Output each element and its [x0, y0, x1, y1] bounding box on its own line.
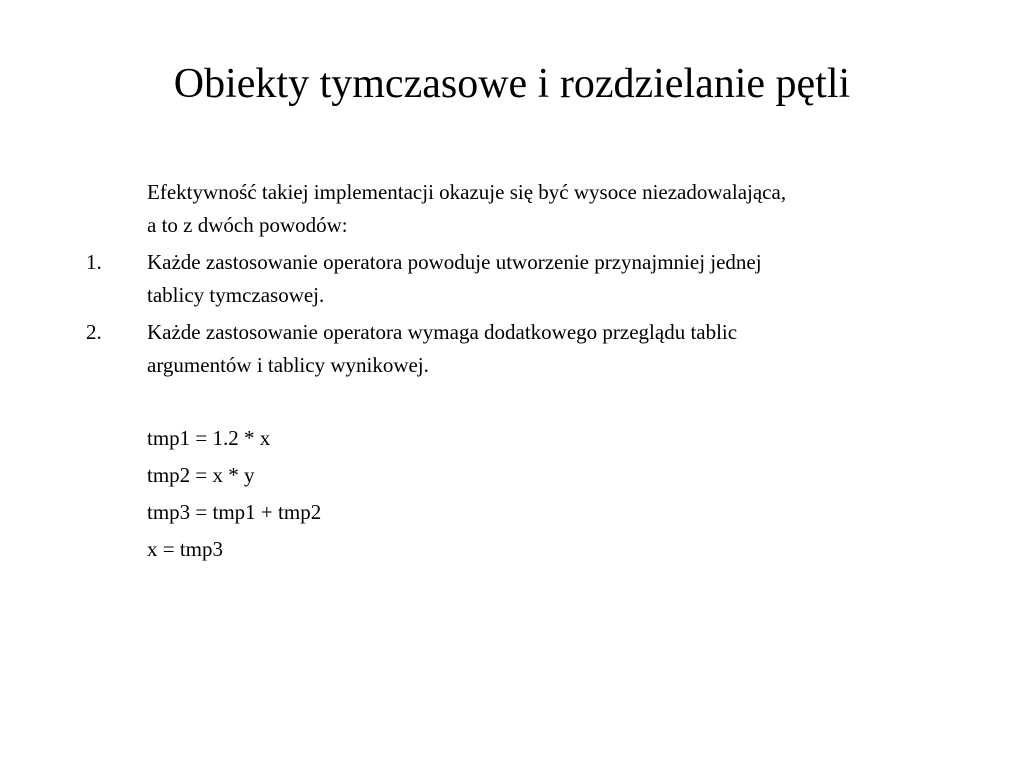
reason-line: tablicy tymczasowej. [147, 283, 325, 307]
reason-number: 2. [86, 320, 102, 344]
intro-line: a to z dwóch powodów: [147, 213, 348, 237]
reason-item-2 [0, 316, 947, 382]
code-line: x = tmp3 [147, 537, 224, 561]
reason-line: Każde zastosowanie operatora powoduje utworzenie przynajmniej jednej [147, 250, 762, 274]
code-line: tmp2 = x * y [147, 463, 255, 487]
intro-paragraph [0, 176, 947, 242]
intro-line: Efektywność takiej implementacji okazuje się być wysoce niezadowalająca, [147, 180, 787, 204]
reason-line: argumentów i tablicy wynikowej. [147, 353, 429, 377]
reason-item-1 [0, 246, 947, 312]
code-line: tmp3 = tmp1 + tmp2 [147, 500, 322, 524]
code-line: tmp1 = 1.2 * x [147, 426, 271, 450]
reason-number: 1. [86, 250, 102, 274]
slide-body [0, 176, 1024, 568]
code-block [0, 420, 1024, 568]
slide-title: Obiekty tymczasowe i rozdzielanie pętli [173, 61, 851, 107]
reason-line: Każde zastosowanie operatora wymaga dodatkowego przeglądu tablic [147, 320, 738, 344]
